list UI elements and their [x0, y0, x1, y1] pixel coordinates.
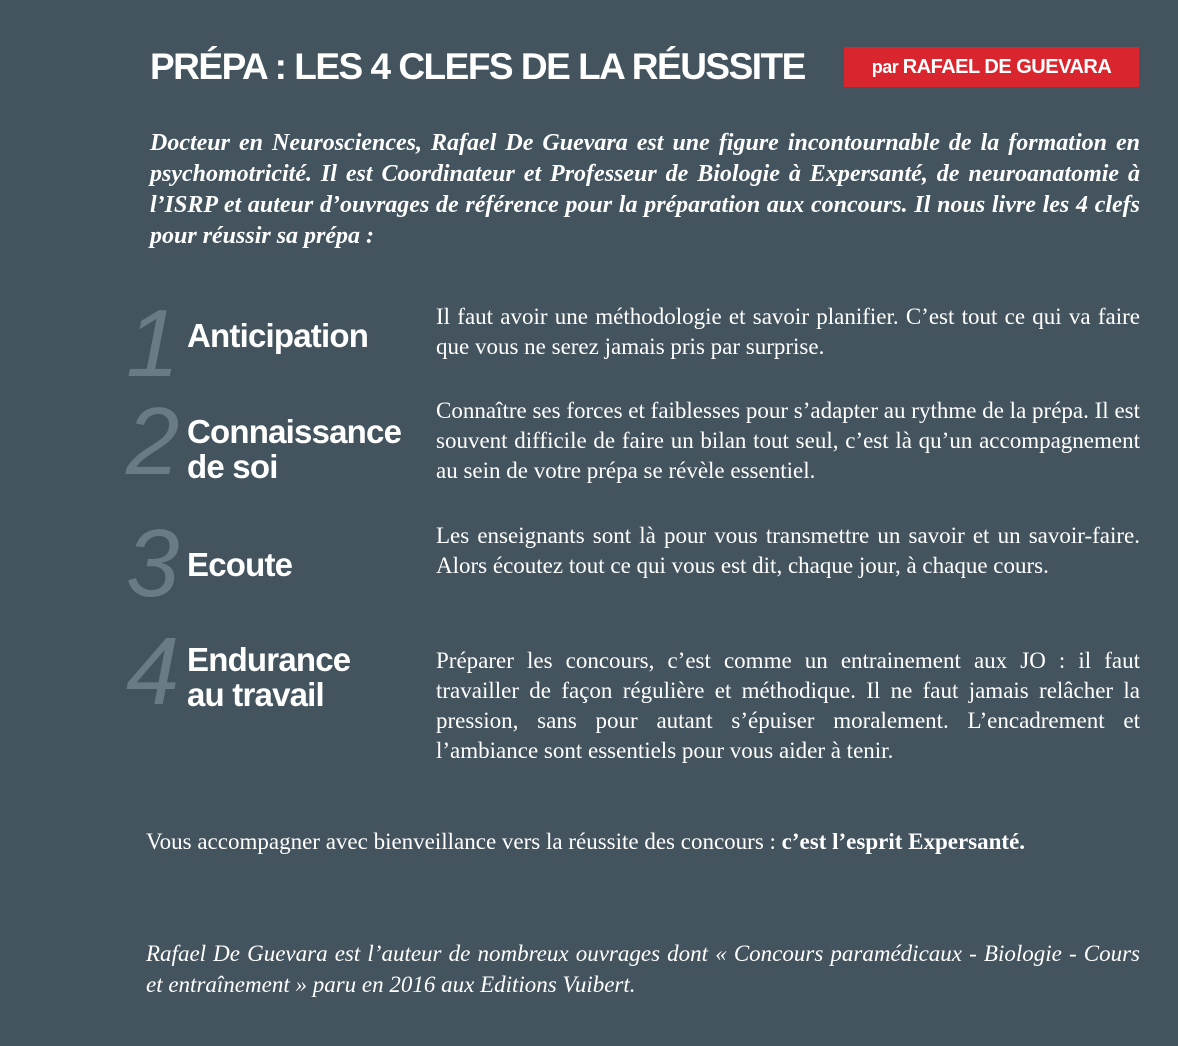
- key-1-title-line1: Anticipation: [187, 317, 369, 354]
- key-1-title: [187, 318, 368, 353]
- byline-author: RAFAEL DE GUEVARA: [902, 56, 1112, 78]
- key-3-title: [187, 547, 292, 582]
- key-1-number: 1: [126, 290, 180, 397]
- key-3-text: Les enseignants sont là pour vous transmettre un savoir et un savoir-faire. Alors écoutez tout ce qui vous est dit, chaque jour, à chaque cours.: [436, 523, 1140, 578]
- author-note: Rafael De Guevara est l’auteur de nombreux ouvrages dont « Concours paramédicaux - Biologie - Cours et entraînement » paru en 2016 aux Editions Vuibert.: [146, 941, 1140, 997]
- byline-prefix: par: [871, 57, 903, 77]
- key-4-number: 4: [126, 618, 180, 725]
- author-byline-badge: [844, 47, 1139, 87]
- key-2-title-line2: de soi: [187, 448, 278, 485]
- key-3-title-line1: Ecoute: [187, 546, 293, 583]
- closing-text: Vous accompagner avec bienveillance vers la réussite des concours :: [146, 829, 782, 854]
- key-4-title: [187, 642, 350, 712]
- article-title: PRÉPA : LES 4 CLEFS DE LA RÉUSSITE: [150, 46, 805, 87]
- closing-emphasis: c’est l’esprit Expersanté.: [781, 829, 1026, 854]
- key-2-number: 2: [126, 388, 180, 495]
- key-3-number: 3: [126, 510, 180, 617]
- intro-paragraph: Docteur en Neurosciences, Rafael De Guevara est une figure incontournable de la formation en psychomotricité. Il est Coordinateur et Professeur de Biologie à Expersanté, de neuroanatomie à l’ISRP et auteur d’ouvrages de référence pour la préparation aux concours. Il nous livre les 4 clefs pour réussir sa prépa :: [150, 130, 1140, 249]
- key-4-text: Préparer les concours, c’est comme un entrainement aux JO : il faut travailler de façon régulière et méthodique. Il ne faut jamais relâcher la pression, sans pour autant s’épuiser moralement. L’encadrement et l’ambiance sont essentiels pour vous aider à tenir.: [436, 648, 1140, 763]
- key-2-title-line1: Connaissance: [187, 413, 402, 450]
- closing-statement: [146, 826, 1140, 858]
- key-1-text: Il faut avoir une méthodologie et savoir planifier. C’est tout ce qui va faire que vous ne serez jamais pris par surprise.: [436, 304, 1140, 359]
- key-4-title-line1: Endurance: [187, 641, 351, 678]
- key-2-text: Connaître ses forces et faiblesses pour s’adapter au rythme de la prépa. Il est souvent difficile de faire un bilan tout seul, c’est là qu’un accompagnement au sein de votre prépa se révèle essentiel.: [436, 398, 1140, 483]
- key-2-title: [187, 414, 401, 484]
- key-4-title-line2: au travail: [187, 676, 324, 713]
